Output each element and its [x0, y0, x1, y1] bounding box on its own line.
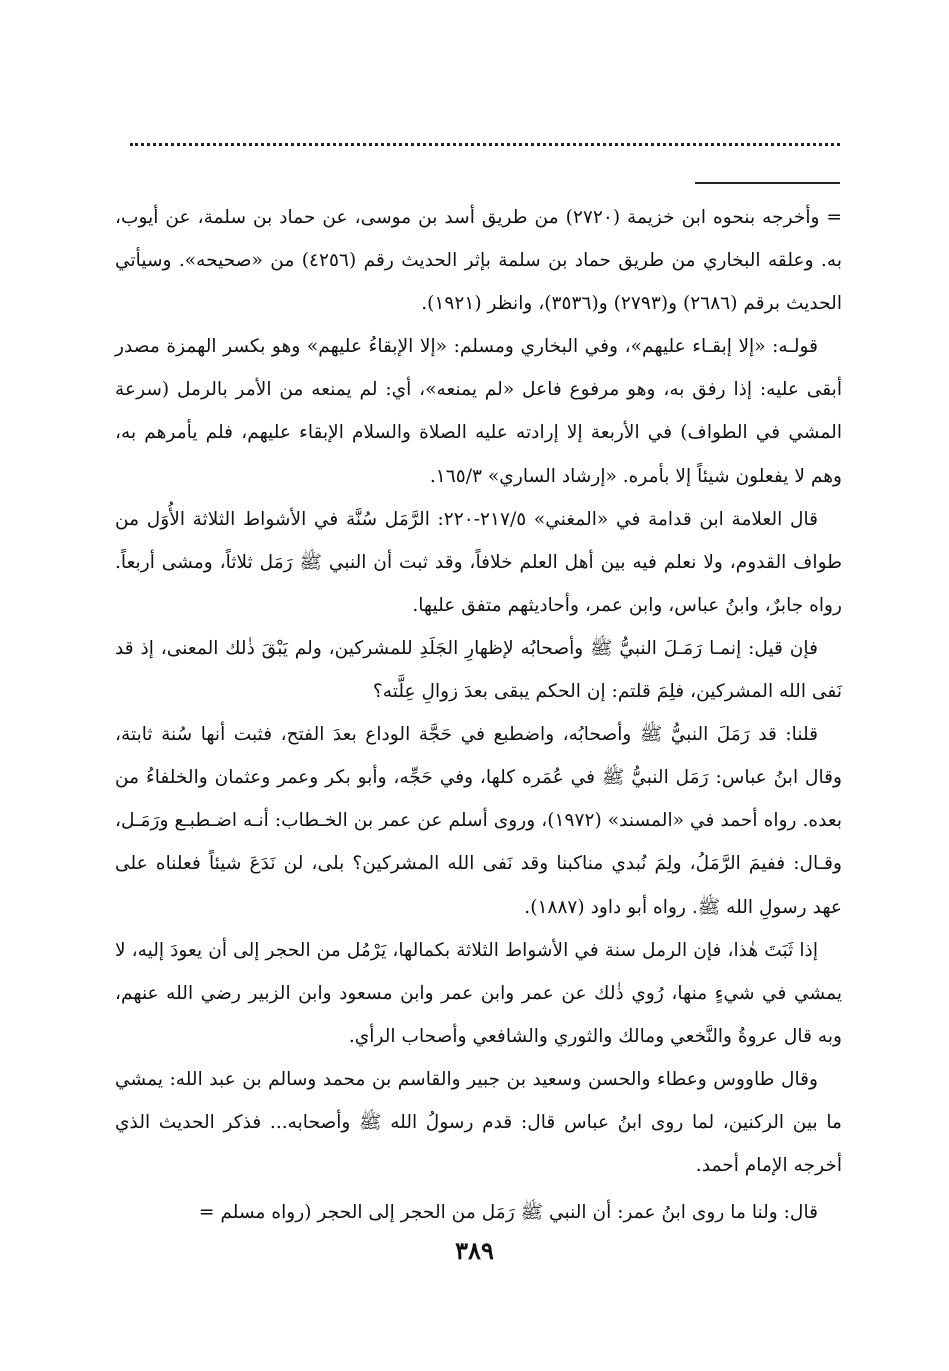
paragraph-response: قلنا: قد رَمَلَ النبيُّ ﷺ وأصحابُه، واضطبع في حَجَّة الوداع بعدَ الفتح، فثبت أنها سُنة ثابتة، وقال ابنُ عباس: رَمَل النبيُّ ﷺ في عُمَره كلها، وفي حَجِّه، وأبو بكر وعمر وعثمان والخلفاءُ من بعده. رواه أحمد في «المسند» (١٩٧٢)، وروى أسلم عن عمر بن الخـطاب: أنـه اضـطبـع ورَمَـل، وقـال: ففيمَ الرَّمَلُ، ولِمَ نُبدي مناكبنا وقد نَفى الله المشركين؟ بلى، لن نَدَعَ شيئاً فعلناه على عهد رسولِ الله ﷺ. رواه أبو داود (١٨٨٧).	[115, 724, 843, 918]
paragraph-iqaa: قولـه: «إلا إبقـاء عليهم»، وفي البخاري ومسلم: «إلا الإبقاءُ عليهم» وهو بكسر الهمزة مصدر أبقى عليه: إذا رفق به، وهو مرفوع فاعل «لم يمنعه»، أي: لم يمنعه من الأمر بالرمل (سرعة المشي في الطواف) في الأربعة إلا إرادته عليه الصلاة والسلام الإبقاء عليهم، فلم يأمرهم به، وهم لا يفعلون شيئاً إلا بأمره. «إرشاد الساري» ١٦٥/٣.	[115, 336, 842, 487]
paragraph-ibn-qudama: قال العلامة ابن قدامة في «المغني» ٢١٧/٥-٢٢٠: الرَّمَل سُنَّة في الأشواط الثلاثة الأُوَل من طواف القدوم، ولا نعلم فيه بين أهل العلم خلافاً، وقد ثبت أن النبي ﷺ رَمَل ثلاثاً، ومشى أربعاً. رواه جابرٌ، وابنُ عباس، وابن عمر، وأحاديثهم متفق عليها.	[115, 508, 842, 616]
paragraph-tawus: وقال طاووس وعطاء والحسن وسعيد بن جبير والقاسم بن محمد وسالم بن عبد الله: يمشي ما بين الركنين، لما روى ابنُ عباس قال: قدم رسولُ الله ﷺ وأصحابه... فذكر الحديث الذي أخرجه الإمام أحمد.	[115, 1068, 842, 1177]
paragraph-objection: فإن قيل: إنمـا رَمَـلَ النبيُّ ﷺ وأصحابُه لإظهارِ الجَلَدِ للمشركين، ولم يَبْقَ ذٰلك المعنى، إذ قد نَفى الله المشركين، فلِمَ قلتم: إن الحكم يبقى بعدَ زوالِ عِلَّته؟	[115, 637, 842, 703]
page-number: ٣٨٩	[455, 1236, 494, 1265]
footnote-text	[115, 196, 842, 1234]
footnote-separator	[695, 182, 840, 184]
paragraph-continuation: = وأخرجه بنحوه ابن خزيمة (٢٧٢٠) من طريق أسد بن موسى، عن حماد بن سلمة، عن أيوب، به. وعلقه البخاري من طريق حماد بن سلمة بإثر الحديث رقم (٤٢٥٦) من «صحيحه». وسيأتي الحديث برقم (٢٦٨٦) و(٢٧٩٣) و(٣٥٣٦)، وانظر (١٩٢١).	[115, 207, 842, 315]
paragraph-full-rounds: إذا ثَبَتَ هٰذا، فإن الرمل سنة في الأشواط الثلاثة بكمالها، يَرْمُل من الحجر إلى أن يعودَ إليه، لا يمشي في شيءٍ منها، رُوي ذٰلك عن عمر وابن عمر وابن مسعود وابن الزبير رضي الله عنهم، وبه قال عروةُ والنَّخعي ومالك والثوري والشافعي وأصحاب الرأي.	[115, 939, 842, 1047]
paragraph-ibn-umar: قال: ولنا ما روى ابنُ عمر: أن النبي ﷺ رَمَل من الحجر إلى الحجر (رواه مسلم =	[198, 1202, 818, 1224]
dotted-rule	[130, 143, 840, 146]
